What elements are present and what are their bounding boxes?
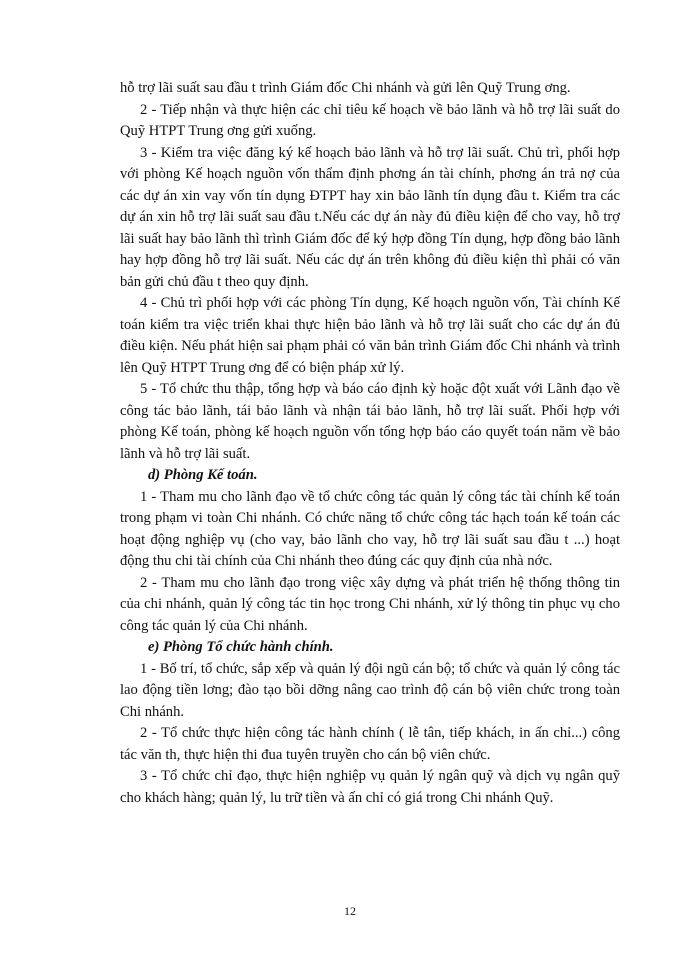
paragraph-item-3: 3 - Kiểm tra việc đăng ký kế hoạch bảo lãnh và hỗ trợ lãi suất. Chủ trì, phối hợp với phòng Kế hoạch nguồn vốn thẩm định phơng án tài chính, phơng án trả nợ của các dự án xin vay vốn tín dụng ĐTPT hay xin bảo lãnh tín dụng đầu t. Kiểm tra các dự án xin hỗ trợ lãi suất sau đầu t.Nếu các dự án này đủ điều kiện để cho vay, hỗ trợ lãi suất hay bảo lãnh thì trình Giám đốc để ký hợp đồng Tín dụng, hợp đồng bảo lãnh hay hợp đồng hỗ trợ lãi suất. Nếu các dự án trên không đủ điều kiện thì phải có văn bản gửi chủ đầu t theo quy định. xyxy=(120,144,620,290)
paragraph-continuation: hỗ trợ lãi suất sau đầu t trình Giám đốc Chi nhánh và gửi lên Quỹ Trung ơng. xyxy=(120,80,571,96)
paragraph-administration-2: 2 - Tổ chức thực hiện công tác hành chính ( lễ tân, tiếp khách, in ấn chỉ...) công tác văn th, thực hiện thi đua tuyên truyền cho cán bộ viên chức. xyxy=(120,725,620,763)
section-heading-administration: e) Phòng Tổ chức hành chính. xyxy=(148,639,334,655)
paragraph-administration-3: 3 - Tổ chức chỉ đạo, thực hiện nghiệp vụ quản lý ngân quỹ và dịch vụ ngân quỹ cho khách hàng; quản lý, lu trữ tiền và ấn chỉ có giá trong Chi nhánh Quỹ. xyxy=(120,768,620,806)
paragraph-accounting-2: 2 - Tham mu cho lãnh đạo trong việc xây dựng và phát triển hệ thống thông tin của chi nhánh, quản lý công tác tin học trong Chi nhánh, xử lý thông tin phục vụ cho công tác quản lý của Chi nhánh. xyxy=(120,574,620,634)
paragraph-item-4: 4 - Chủ trì phối hợp với các phòng Tín dụng, Kế hoạch nguồn vốn, Tài chính Kế toán kiểm tra việc triển khai thực hiện bảo lãnh và hỗ trợ lãi suất cho các dự án đủ điều kiện. Nếu phát hiện sai phạm phải có văn bản trình Giám đốc Chi nhánh và trình lên Quỹ HTPT Trung ơng để có biện pháp xử lý. xyxy=(120,295,620,376)
paragraph-accounting-1: 1 - Tham mu cho lãnh đạo về tổ chức công tác quản lý công tác tài chính kế toán trong phạm vi toàn Chi nhánh. Có chức năng tổ chức công tác hạch toán kế toán các hoạt động nghiệp vụ (cho vay, bảo lãnh cho vay, hỗ trợ lãi suất sau đầu t ...) hoạt động thu chi tài chính của Chi nhánh theo đúng các quy định của nhà nớc. xyxy=(120,488,620,569)
page-number: 12 xyxy=(344,904,356,918)
document-body xyxy=(120,78,620,809)
paragraph-item-5: 5 - Tổ chức thu thập, tổng hợp và báo cáo định kỳ hoặc đột xuất với Lãnh đạo về công tác bảo lãnh, tái bảo lãnh và nhận tái bảo lãnh, hỗ trợ lãi suất. Phối hợp với phòng Kế toán, phòng kế hoạch nguồn vốn tổng hợp báo cáo quyết toán năm về bảo lãnh và hỗ trợ lãi suất. xyxy=(120,381,620,462)
section-heading-accounting: d) Phòng Kế toán. xyxy=(148,467,258,483)
paragraph-item-2: 2 - Tiếp nhận và thực hiện các chỉ tiêu kế hoạch về bảo lãnh và hỗ trợ lãi suất do Quỹ HTPT Trung ơng gửi xuống. xyxy=(120,101,620,139)
paragraph-administration-1: 1 - Bố trí, tổ chức, sắp xếp và quản lý đội ngũ cán bộ; tổ chức và quản lý công tác lao động tiền lơng; đào tạo bồi dỡng nâng cao trình độ cán bộ viên chức trong toàn Chi nhánh. xyxy=(120,660,620,720)
